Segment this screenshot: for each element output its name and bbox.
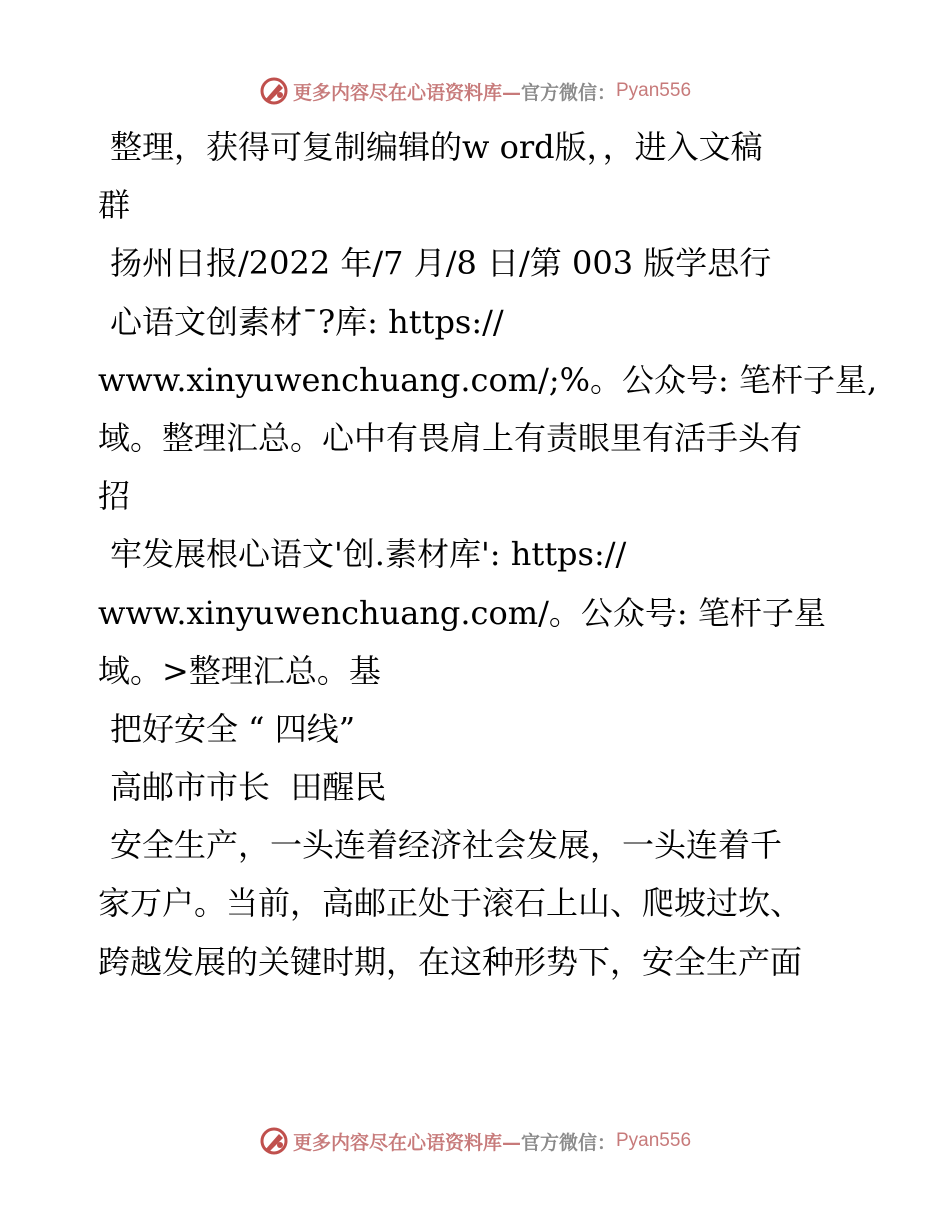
text-line: 把好安全 “ 四线” <box>110 709 356 748</box>
paragraph <box>98 234 858 292</box>
text-line: 心语文创素材¯?库: https:// <box>110 302 504 341</box>
banner-wechat-label: 官方微信： <box>520 1131 616 1154</box>
text-line: 牢发展根心语文'创.素材库': https:// <box>110 535 627 574</box>
text-line: 家万户。当前，高邮正处于滚石上山、爬坡过坎、 <box>98 884 803 923</box>
banner-wechat-id: Pyan556 <box>616 80 692 101</box>
paragraph <box>98 758 858 816</box>
paragraph <box>98 293 878 526</box>
header-watermark-banner <box>0 71 950 111</box>
document-body <box>98 118 878 991</box>
text-line: 安全生产，一头连着经济社会发展，一头连着千 <box>110 826 783 865</box>
footer-watermark-banner <box>0 1121 950 1161</box>
pen-logo-icon <box>259 1126 289 1156</box>
text-line: www.xinyuwenchuang.com/;%。公众号: 笔杆子星, <box>98 360 878 399</box>
text-line: 高邮市市长 田醒民 <box>110 768 387 807</box>
text-line: 域。整理汇总。心中有畏肩上有责眼里有活手头有 <box>98 418 803 457</box>
text-line: 扬州日报/2022 年/7 月/8 日/第 003 版学思行 <box>110 244 772 283</box>
paragraph <box>98 700 858 758</box>
pen-logo-icon <box>259 76 289 106</box>
banner-wechat-id: Pyan556 <box>616 1130 692 1151</box>
paragraph <box>98 118 858 234</box>
banner-wechat-label: 官方微信： <box>520 81 616 104</box>
text-line: 域。>整理汇总。基 <box>98 651 381 690</box>
text-line: 群 <box>98 186 131 225</box>
paragraph <box>98 525 858 700</box>
text-line: www.xinyuwenchuang.com/。公众号: 笔杆子星 <box>98 593 826 632</box>
text-line: 跨越发展的关键时期，在这种形势下，安全生产面 <box>98 942 803 981</box>
text-line: 整理，获得可复制编辑的w ord版，，进入文稿 <box>110 128 763 166</box>
banner-text: 更多内容尽在心语资料库— <box>292 1131 521 1154</box>
banner-text: 更多内容尽在心语资料库— <box>292 81 521 104</box>
text-line: 招 <box>98 477 131 516</box>
paragraph <box>98 816 858 991</box>
